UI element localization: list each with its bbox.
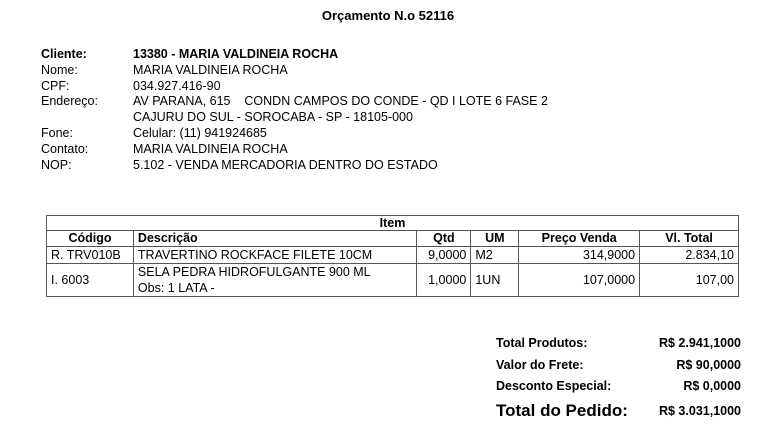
items-table xyxy=(46,215,739,297)
cliente-value: 13380 - MARIA VALDINEIA ROCHA xyxy=(133,47,339,61)
nome-value: MARIA VALDINEIA ROCHA xyxy=(133,62,288,77)
fone-label: Fone: xyxy=(41,125,73,140)
items-table-header xyxy=(47,231,739,247)
endereco-line2: CAJURU DO SUL - SOROCABA - SP - 18105-000 xyxy=(133,110,413,125)
table-row xyxy=(47,247,739,264)
row-um: M2 xyxy=(471,247,519,264)
desconto-row xyxy=(496,376,741,398)
header-codigo: Código xyxy=(47,231,134,247)
row-preco: 107,0000 xyxy=(519,264,640,297)
cpf-label: CPF: xyxy=(41,78,70,93)
header-preco: Preço Venda xyxy=(519,231,640,247)
cpf-value: 034.927.416-90 xyxy=(133,78,221,93)
row-total: 107,00 xyxy=(640,264,739,297)
row-um: 1UN xyxy=(471,264,519,297)
fone-value: Celular: (11) 941924685 xyxy=(133,125,267,140)
row-codigo: I. 6003 xyxy=(47,264,134,297)
row-obs: Obs: 1 LATA - xyxy=(137,281,215,295)
row-qtd: 9,0000 xyxy=(417,247,471,264)
desconto-value: R$ 0,0000 xyxy=(683,379,741,393)
nome-label: Nome: xyxy=(41,62,78,77)
cliente-label: Cliente: xyxy=(41,47,87,61)
header-qtd: Qtd xyxy=(417,231,471,247)
desconto-label: Desconto Especial: xyxy=(496,379,612,393)
total-produtos-label: Total Produtos: xyxy=(496,336,588,350)
row-descricao-cell xyxy=(133,264,416,297)
valor-frete-label: Valor do Frete: xyxy=(496,357,584,372)
total-pedido-label: Total do Pedido: xyxy=(496,400,628,420)
row-descricao: SELA PEDRA HIDROFULGANTE 900 ML xyxy=(137,265,371,279)
row-total: 2.834,10 xyxy=(640,247,739,264)
row-qtd: 1,0000 xyxy=(417,264,471,297)
header-descricao: Descrição xyxy=(133,231,416,247)
total-pedido-row xyxy=(496,398,741,424)
table-row xyxy=(47,264,739,297)
row-codigo: R. TRV010B xyxy=(47,247,134,264)
items-table-caption: Item xyxy=(47,216,739,231)
total-produtos-value: R$ 2.941,1000 xyxy=(658,336,741,350)
row-descricao: TRAVERTINO ROCKFACE FILETE 10CM xyxy=(133,247,416,264)
contato-label: Contato: xyxy=(41,141,89,156)
totals-block xyxy=(496,333,741,424)
document-title: Orçamento N.o 52116 xyxy=(321,8,455,23)
nop-label: NOP: xyxy=(41,157,72,172)
header-um: UM xyxy=(471,231,519,247)
contato-value: MARIA VALDINEIA ROCHA xyxy=(133,141,288,156)
endereco-line1: AV PARANA, 615 CONDN CAMPOS DO CONDE - QD I LOTE 6 FASE 2 xyxy=(133,94,548,109)
total-produtos-row xyxy=(496,333,741,355)
header-total: Vl. Total xyxy=(640,231,739,247)
valor-frete-value: R$ 90,0000 xyxy=(676,357,741,372)
valor-frete-row xyxy=(496,355,741,377)
nop-value: 5.102 - VENDA MERCADORIA DENTRO DO ESTADO xyxy=(133,157,438,172)
row-preco: 314,9000 xyxy=(519,247,640,264)
total-pedido-value: R$ 3.031,1000 xyxy=(658,403,741,418)
endereco-label: Endereço: xyxy=(41,94,98,109)
